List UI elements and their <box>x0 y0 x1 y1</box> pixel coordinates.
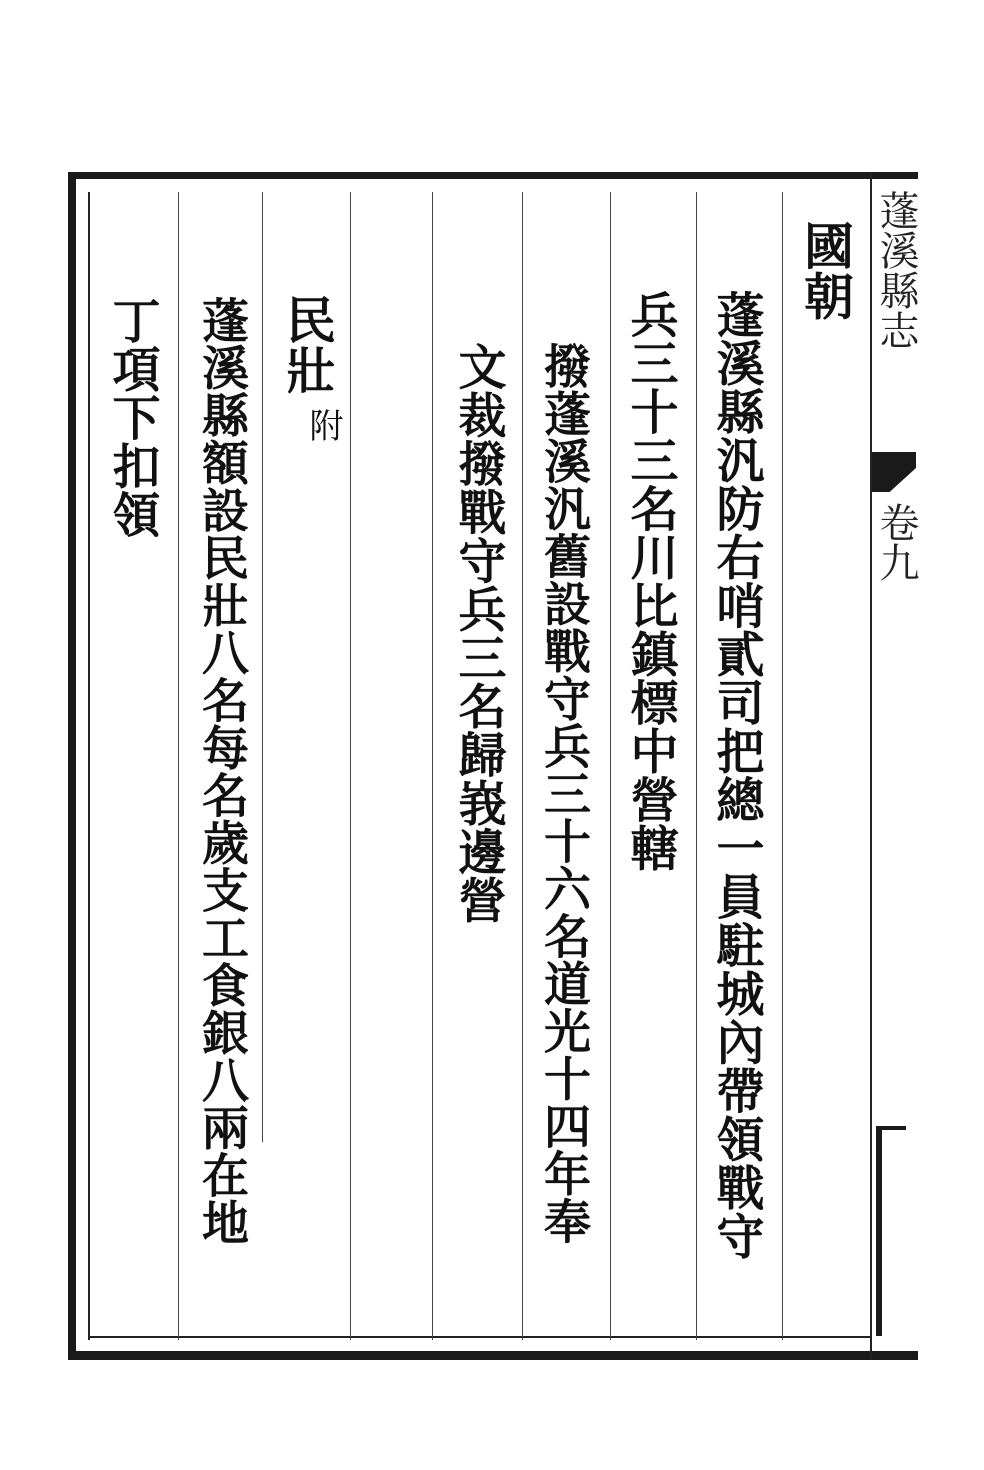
column-divider <box>782 192 783 1340</box>
text-column-7: 蓬溪縣額設民壯八名每名歲支工食銀八兩在地 <box>194 296 249 1246</box>
text-column-3: 兵三十三名川比鎮標中營轄 <box>622 290 678 872</box>
text-column-4: 撥蓬溪汎舊設戰守兵三十六名道光十四年奉 <box>536 342 591 1245</box>
section-heading-minzhuang: 民壯 <box>278 294 337 395</box>
volume-label: 卷九 <box>873 502 919 582</box>
section-heading-note: 附 <box>303 408 343 443</box>
text-column-5: 文裁撥戰守兵三名歸峩邊營 <box>450 342 506 924</box>
column-divider <box>262 192 263 1142</box>
inner-bottom-rule <box>90 1336 870 1338</box>
text-column-guochao: 國朝 <box>796 220 855 321</box>
margin-strip-rule <box>870 172 872 1360</box>
column-divider <box>350 192 351 1340</box>
text-column-2: 蓬溪縣汎防右哨貳司把總一員駐城內帶領戰守 <box>708 290 764 1260</box>
column-divider <box>522 192 523 1340</box>
lower-fish-tail-mark <box>876 1126 906 1336</box>
column-divider <box>178 192 179 1340</box>
column-divider <box>432 192 433 1340</box>
column-divider <box>610 192 611 1340</box>
book-title: 蓬溪縣志 <box>873 190 919 350</box>
inner-left-rule <box>88 192 90 1340</box>
text-column-8: 丁項下扣領 <box>104 296 160 539</box>
column-divider <box>696 192 697 1340</box>
